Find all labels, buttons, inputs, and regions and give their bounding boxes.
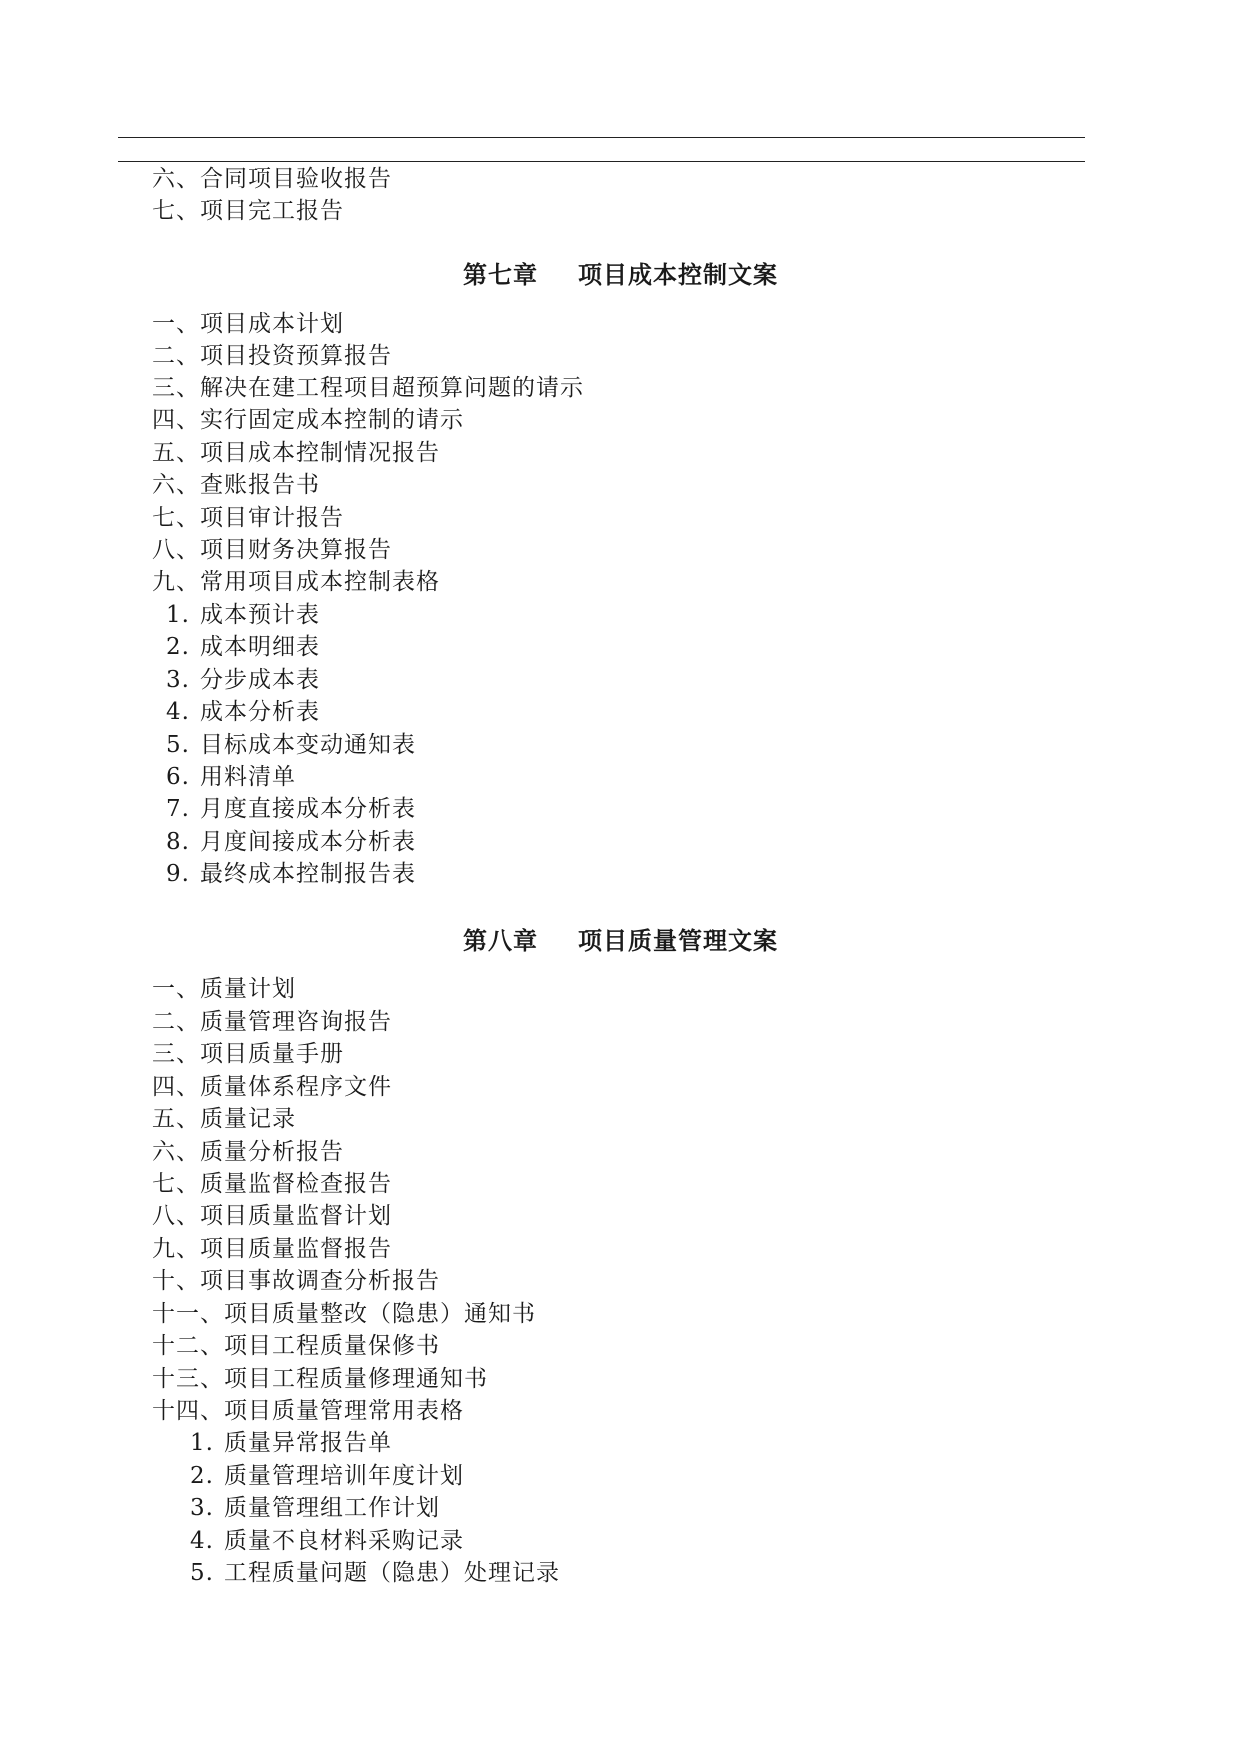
toc-subitem: 9. 最终成本控制报告表 bbox=[166, 861, 416, 887]
toc-subitem: 4. 质量不良材料采购记录 bbox=[190, 1528, 464, 1554]
chapter-number: 第八章 bbox=[463, 926, 538, 955]
chapter-title: 项目质量管理文案 bbox=[578, 926, 778, 955]
toc-subitem: 3. 分步成本表 bbox=[166, 667, 320, 693]
toc-item: 三、项目质量手册 bbox=[152, 1041, 344, 1067]
toc-subitem: 1. 质量异常报告单 bbox=[190, 1430, 392, 1456]
toc-subitem: 1. 成本预计表 bbox=[166, 602, 320, 628]
toc-item: 七、项目完工报告 bbox=[152, 198, 344, 224]
toc-item: 四、质量体系程序文件 bbox=[152, 1074, 392, 1100]
toc-item: 七、项目审计报告 bbox=[152, 505, 344, 531]
toc-subitem: 5. 工程质量问题（隐患）处理记录 bbox=[190, 1560, 560, 1586]
toc-item: 十一、项目质量整改（隐患）通知书 bbox=[152, 1301, 536, 1327]
chapter-heading-7 bbox=[0, 259, 1241, 291]
toc-subitem: 6. 用料清单 bbox=[166, 764, 296, 790]
toc-item: 十三、项目工程质量修理通知书 bbox=[152, 1366, 488, 1392]
toc-item: 九、项目质量监督报告 bbox=[152, 1236, 392, 1262]
toc-item: 六、查账报告书 bbox=[152, 472, 320, 498]
toc-item: 九、常用项目成本控制表格 bbox=[152, 569, 440, 595]
toc-subitem: 2. 质量管理培训年度计划 bbox=[190, 1463, 464, 1489]
toc-item: 五、项目成本控制情况报告 bbox=[152, 440, 440, 466]
chapter-heading-8 bbox=[0, 925, 1241, 957]
header-rule-bottom bbox=[118, 161, 1085, 162]
toc-item: 三、解决在建工程项目超预算问题的请示 bbox=[152, 375, 584, 401]
toc-item: 六、质量分析报告 bbox=[152, 1139, 344, 1165]
toc-item: 十、项目事故调查分析报告 bbox=[152, 1268, 440, 1294]
toc-subitem: 5. 目标成本变动通知表 bbox=[166, 732, 416, 758]
toc-item: 四、实行固定成本控制的请示 bbox=[152, 407, 464, 433]
toc-subitem: 8. 月度间接成本分析表 bbox=[166, 829, 416, 855]
toc-subitem: 7. 月度直接成本分析表 bbox=[166, 796, 416, 822]
toc-subitem: 4. 成本分析表 bbox=[166, 699, 320, 725]
toc-item: 一、项目成本计划 bbox=[152, 311, 344, 337]
toc-subitem: 3. 质量管理组工作计划 bbox=[190, 1495, 440, 1521]
toc-item: 六、合同项目验收报告 bbox=[152, 166, 392, 192]
chapter-title: 项目成本控制文案 bbox=[578, 260, 778, 289]
toc-item: 七、质量监督检查报告 bbox=[152, 1171, 392, 1197]
toc-item: 八、项目财务决算报告 bbox=[152, 537, 392, 563]
toc-item: 十二、项目工程质量保修书 bbox=[152, 1333, 440, 1359]
toc-subitem: 2. 成本明细表 bbox=[166, 634, 320, 660]
header-rule-top bbox=[118, 137, 1085, 138]
toc-item: 二、质量管理咨询报告 bbox=[152, 1009, 392, 1035]
toc-item: 二、项目投资预算报告 bbox=[152, 343, 392, 369]
chapter-number: 第七章 bbox=[463, 260, 538, 289]
toc-item: 八、项目质量监督计划 bbox=[152, 1203, 392, 1229]
toc-item: 五、质量记录 bbox=[152, 1106, 296, 1132]
toc-item: 一、质量计划 bbox=[152, 976, 296, 1002]
toc-item: 十四、项目质量管理常用表格 bbox=[152, 1398, 464, 1424]
